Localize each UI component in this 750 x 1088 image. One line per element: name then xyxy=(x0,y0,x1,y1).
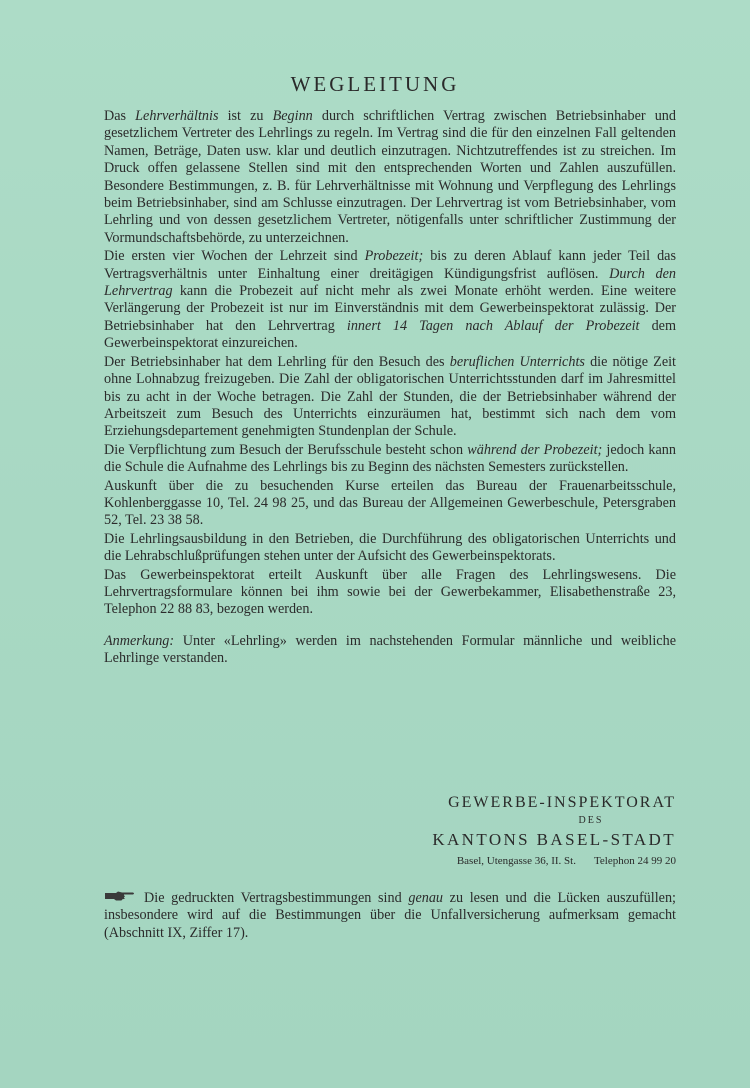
text-run: durch schriftlichen Vertrag zwischen Betriebsinhaber und gesetzlichem Vertreter des Lehrlings zu regeln. Im Vertrag sind die für den einzelnen Fall geltenden Namen, Beträge, Daten usw. klar und deutlich einzutragen. Nichtzutreffendes ist zu streichen. Im Druck offen gelassene Stellen sind mit den entsprechenden Worten und Zahlen auszufüllen. Besondere Bestimmungen, z. B. für Lehrverhältnisse mit Wohnung und Verpflegung des Lehrlings beim Betriebsinhaber, sind am Schlusse einzutragen. Der Lehrvertrag ist vom Betriebsinhaber, vom Lehrling und von dessen gesetzlichem Vertreter, nötigenfalls unter schriftlicher Zustimmung der Vormundschaftsbehörde, zu unterzeichnen. xyxy=(104,108,676,246)
emphasis-text: Lehrverhältnis xyxy=(135,108,219,124)
text-run: Das xyxy=(104,108,136,124)
page-title: WEGLEITUNG xyxy=(290,72,460,96)
text-run: jedoch kann die Schule die Aufnahme des Lehrlings bis zu Beginn des nächsten Semesters zurückstellen. xyxy=(104,441,676,476)
paragraph-formulare xyxy=(104,567,676,619)
text-run: Der Betriebsinhaber hat dem Lehrling für den Besuch des xyxy=(104,353,450,370)
text-run: dem Gewerbeinspektorat einzureichen. xyxy=(104,317,677,352)
signature-line-2: DES xyxy=(578,815,604,826)
emphasis-text: Anmerkung: xyxy=(104,632,175,649)
paragraph-anmerkung xyxy=(104,633,676,668)
signature-line-1: GEWERBE-INSPEKTORAT xyxy=(448,794,676,811)
footnote-text xyxy=(104,890,676,941)
text-run: Die ersten vier Wochen der Lehrzeit sind xyxy=(104,248,365,265)
signature-contact xyxy=(356,852,676,870)
text-run: bis zu deren Ablauf kann jeder Teil das Vertragsverhältnis unter Einhaltung einer dreitägigen Kündigungsfrist auflösen. xyxy=(104,248,676,282)
text-run: Die Verpflichtung zum Besuch der Berufsschule besteht schon xyxy=(104,441,468,458)
signature-phone: Telephon 24 99 20 xyxy=(593,855,676,867)
emphasis-text: Probezeit; xyxy=(364,248,424,265)
emphasis-text: genau xyxy=(408,890,444,906)
paragraph-probezeit xyxy=(104,248,676,352)
signature-block xyxy=(356,792,676,870)
text-run: Das Gewerbeinspektorat erteilt Auskunft über alle Fragen des Lehrlingswesens. Die Lehrvertragsformulare können bei ihm sowie bei der Gewerbekammer, Elisabethenstraße 23, Telephon 22 88 83, bezogen werden. xyxy=(104,566,676,618)
text-run: Die gedruckten Vertragsbestimmungen sind xyxy=(144,890,409,906)
text-run: die nötige Zeit ohne Lohnabzug freizugeben. Die Zahl der obligatorischen Unterrichtsstunden darf im Jahresmittel bis zu acht in der Woche betragen. Die Zahl der Stunden, die der Betriebsinhaber während der Arbeitszeit zum Besuch des Unterrichts einzuräumen hat, bestimmt sich nach dem vom Erziehungsdepartement genehmigten Stundenplan der Schule. xyxy=(104,353,677,440)
pointing-hand-icon xyxy=(104,891,136,901)
paragraph-berufsschule xyxy=(104,442,676,477)
emphasis-text: während der Probezeit; xyxy=(467,441,603,458)
emphasis-text: innert 14 Tagen nach Ablauf der Probezeit xyxy=(346,317,640,334)
signature-line-3: KANTONS BASEL-STADT xyxy=(432,830,676,849)
text-run: zu lesen und die Lücken auszufüllen; insbesondere wird auf die Bestimmungen über die Unfallversicherung aufmerksam gemacht (Abschnitt IX, Ziffer 17). xyxy=(104,890,676,941)
paragraph-unterricht xyxy=(104,354,676,441)
emphasis-text: Durch den Lehrvertrag xyxy=(104,265,676,300)
emphasis-text: beruflichen Unterrichts xyxy=(449,353,585,370)
text-run: Die Lehrlingsausbildung in den Betrieben, die Durchführung des obligatorischen Unterrichts und die Lehrabschlußprüfungen stehen unter der Aufsicht des Gewerbeinspektorats. xyxy=(104,530,676,565)
emphasis-text: Beginn xyxy=(272,108,313,124)
signature-address: Basel, Utengasse 36, II. St. xyxy=(456,855,576,867)
paragraph-aufsicht xyxy=(104,531,676,566)
text-run: Auskunft über die zu besuchenden Kurse erteilen das Bureau der Frauenarbeitsschule, Kohlenberggasse 10, Tel. 24 98 25, und das Bureau der Allgemeinen Gewerbeschule, Petersgraben 52, Tel. 23 38 58. xyxy=(104,477,676,529)
text-run: ist zu xyxy=(218,108,273,124)
text-run: kann die Probezeit auf nicht mehr als zwei Monate erhöht werden. Eine weitere Verlängerung der Probezeit ist nur im Einverständnis mit dem Gewerbeinspektorat zulässig. Der Betriebsinhaber hat den Lehrvertrag xyxy=(104,283,676,334)
paragraph-lehrverhaeltnis xyxy=(104,108,676,247)
text-run: Unter «Lehrling» werden im nachstehenden Formular männliche und weibliche Lehrlinge verstanden. xyxy=(104,632,676,667)
body-text xyxy=(104,108,676,668)
paragraph-auskunft-kurse xyxy=(104,478,676,530)
footnote xyxy=(104,890,676,942)
